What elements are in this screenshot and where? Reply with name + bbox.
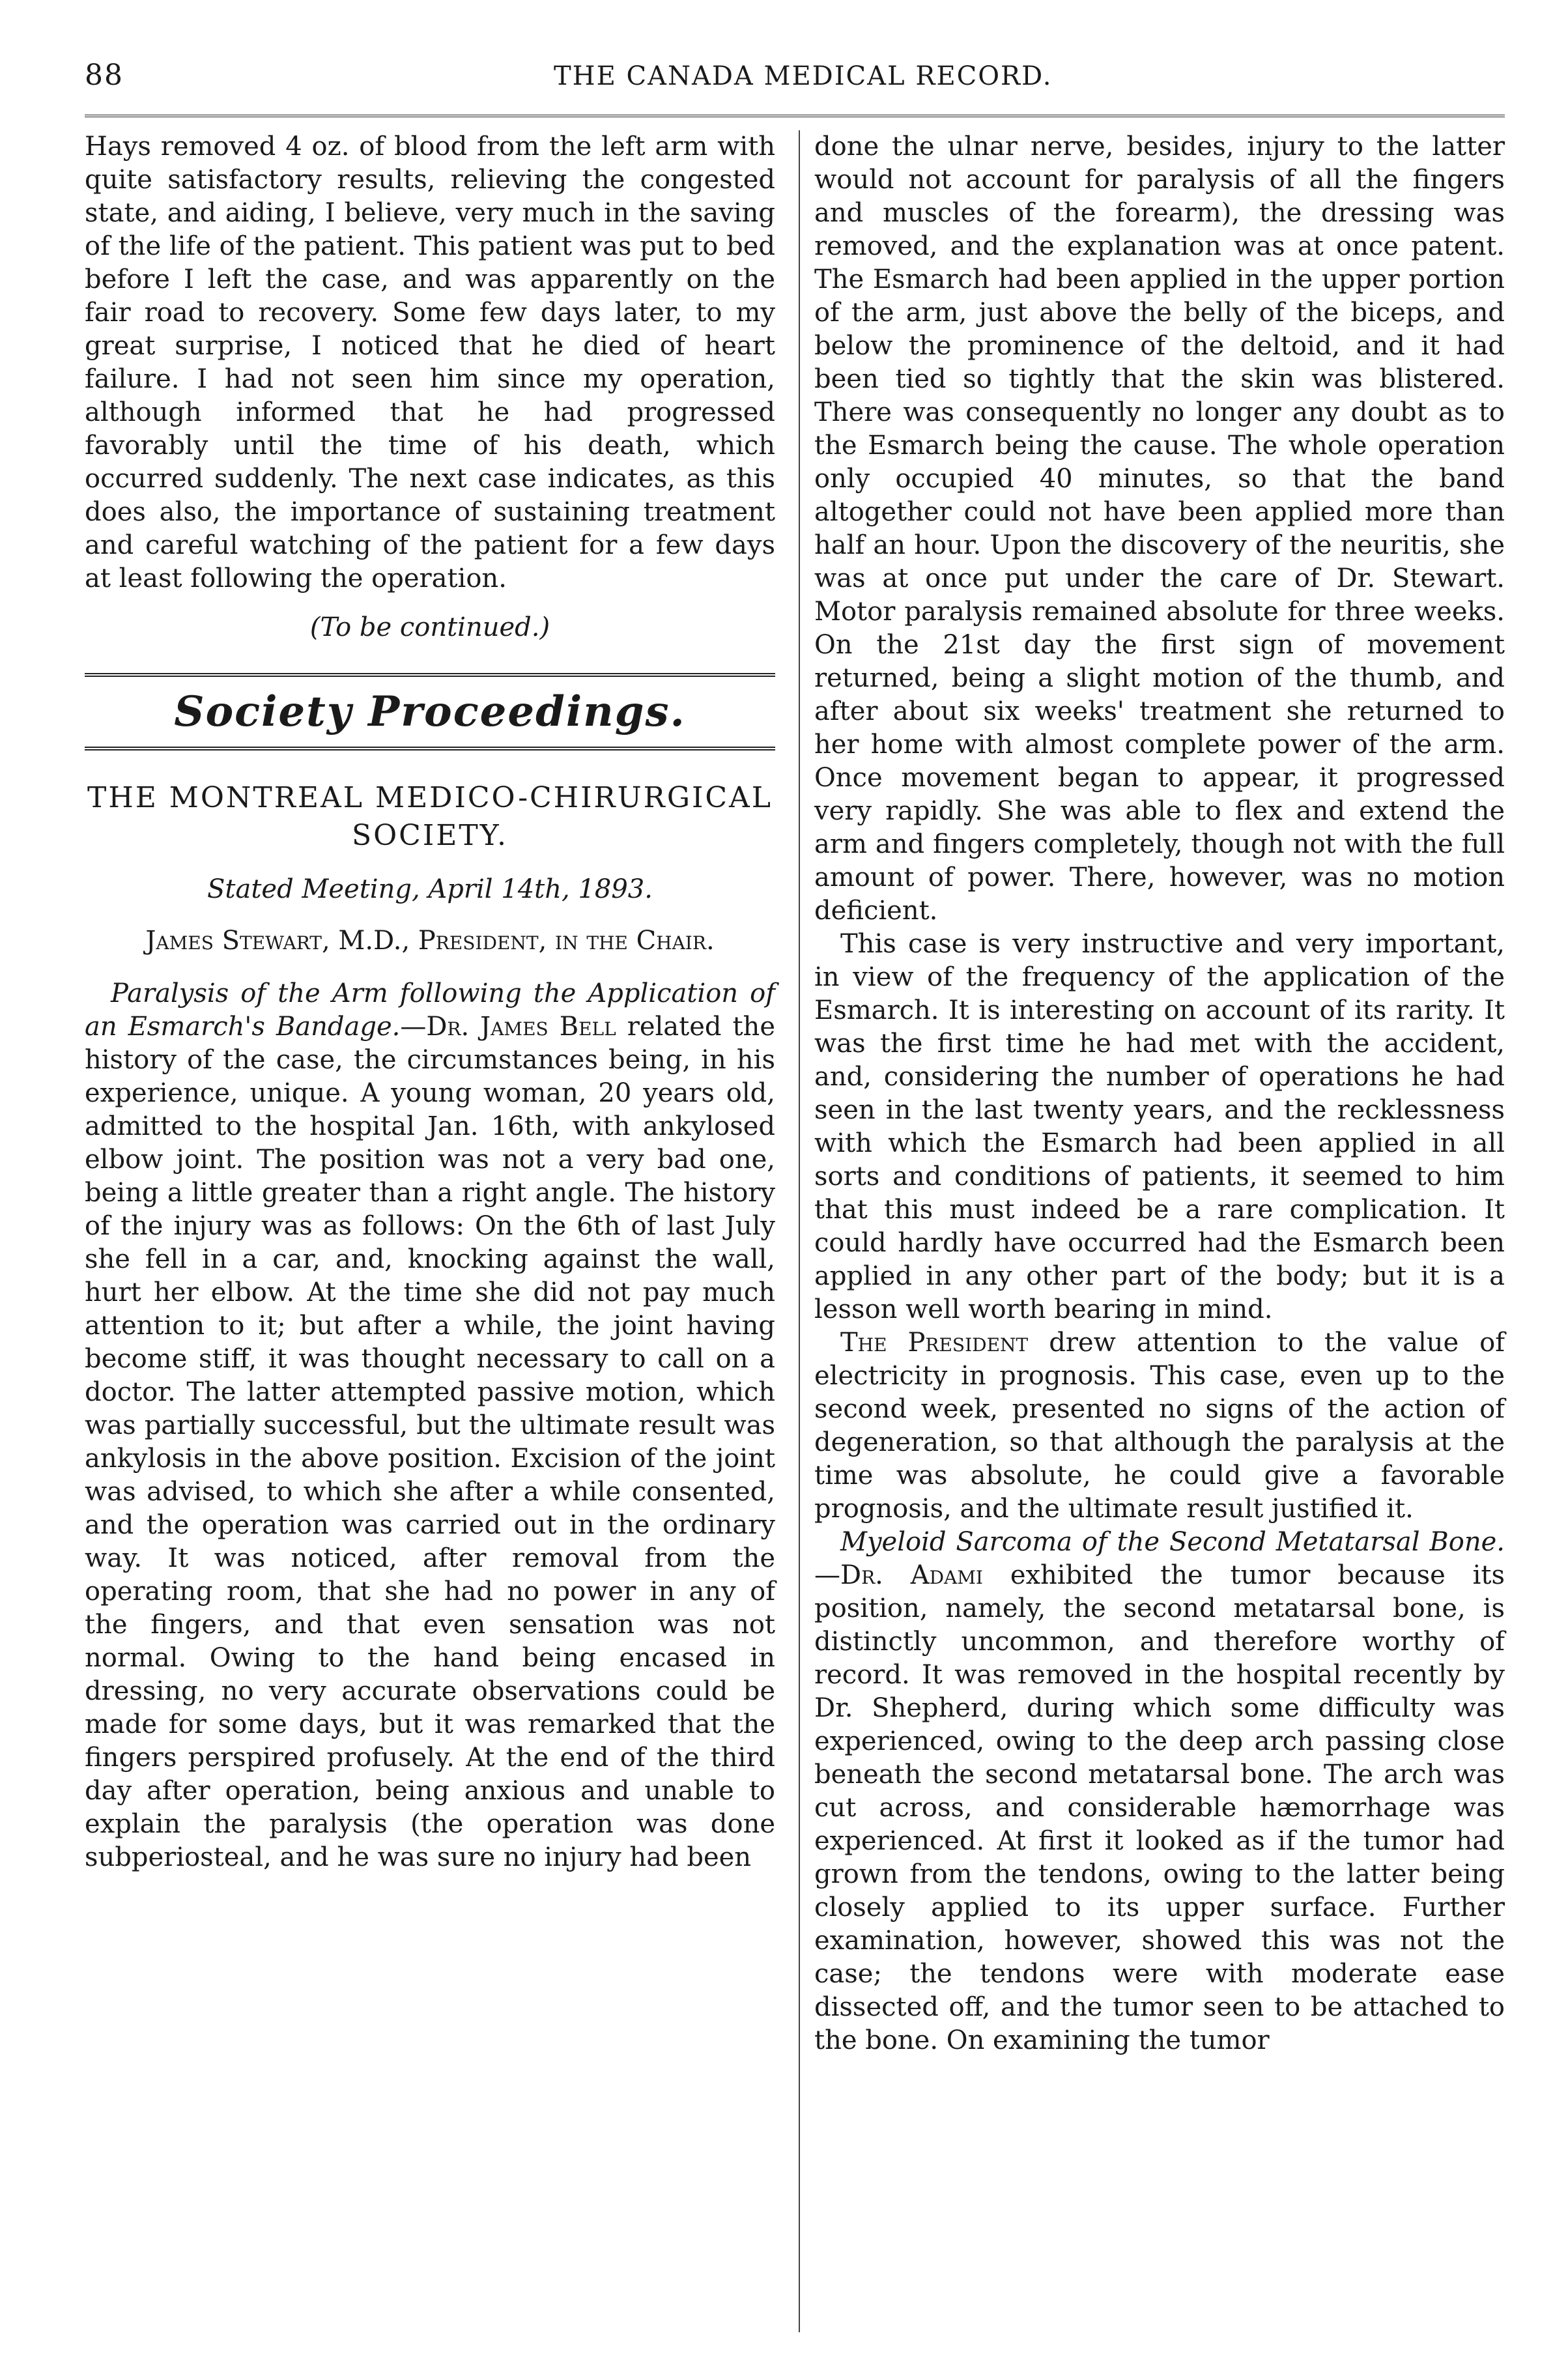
paragraph <box>814 1326 1505 1526</box>
page-header <box>85 59 1505 98</box>
section-rule <box>85 747 775 750</box>
chair-line: James Stewart, M.D., President, in the Chair. <box>145 926 715 956</box>
case-title: Paralysis of the Arm following the Application of an Esmarch's Bandage. <box>85 979 775 1042</box>
paragraph-text: drew attention to the value of electricity in prognosis. This case, even up to the second week, presented no signs of the action of degeneration, so that although the paralysis at the time was absolute, he could give a favorable prognosis, and the ultimate result justified it. <box>814 1328 1505 1524</box>
case-text: exhibited the tumor because its position, namely, the second metatarsal bone, is distinctly uncommon, and therefore worthy of record. It was removed in the hospital recently by Dr. Shepherd, during which some difficulty was experienced, owing to the deep arch passing close beneath the second metatarsal bone. The arch was cut across, and considerable hæmorrhage was experienced. At first it looked as if the tumor had grown from the tendons, owing to the latter being closely applied to its upper surface. Further examination, however, showed this was not the case; the tendons were with moderate ease dissected off, and the tumor seen to be attached to the bone. On examining the tumor <box>814 1560 1505 2055</box>
column-divider <box>799 130 800 2332</box>
page-number: 88 <box>85 59 124 92</box>
society-name: THE MONTREAL MEDICO-CHIRURGICAL SOCIETY. <box>87 781 773 852</box>
right-column <box>814 130 1505 2057</box>
case-paragraph <box>85 977 775 1874</box>
paragraph: This case is very instructive and very important, in view of the frequency of the application of the Esmarch. It is interesting on account of its rarity. It was the first time he had met with the accident, and, considering the number of operations he had seen in the last twenty years, and the recklessness with which the Esmarch had been applied in all sorts and conditions of patients, it seemed to him that this must indeed be a rare complication. It could hardly have occurred had the Esmarch been applied in any other part of the body; but it is a lesson well worth bearing in mind. <box>814 929 1505 1324</box>
journal-title: THE CANADA MEDICAL RECORD. <box>554 61 1053 91</box>
section-rule <box>85 673 775 677</box>
continued-note: (To be continued.) <box>309 612 550 642</box>
case-title: Myeloid Sarcoma of the Second Metatarsal Bone. <box>840 1527 1505 1557</box>
header-rule <box>85 115 1505 117</box>
case-author: —Dr. Adami <box>814 1560 983 1590</box>
left-column <box>85 130 775 1874</box>
section-heading: Society Proceedings. <box>174 687 686 736</box>
case-author: —Dr. James Bell <box>400 1012 616 1042</box>
case-text: related the history of the case, the circumstances being, in his experience, unique. A young woman, 20 years old, admitted to the hospital Jan. 16th, with ankylosed elbow joint. The position was not a very bad one, being a little greater than a right angle. The history of the injury was as follows: On the 6th of last July she fell in a car, and, knocking against the wall, hurt her elbow. At the time she did not pay much attention to it; but after a while, the joint having become stiff, it was thought necessary to call on a doctor. The latter attempted passive motion, which was partially successful, but the ultimate result was ankylosis in the above position. Excision of the joint was advised, to which she after a while consented, and the operation was carried out in the ordinary way. It was noticed, after removal from the operating room, that she had no power in any of the fingers, and that even sensation was not normal. Owing to the hand being encased in dressing, no very accurate observations could be made for some days, but it was remarked that the fingers perspired profusely. At the end of the third day after operation, being anxious and unable to explain the paralysis (the operation was done subperiosteal, and he was sure no injury had been <box>85 1012 775 1872</box>
meeting-line: Stated Meeting, April 14th, 1893. <box>207 874 653 904</box>
case-paragraph <box>814 1526 1505 2057</box>
president-label: The President <box>840 1328 1029 1358</box>
paragraph: Hays removed 4 oz. of blood from the left arm with quite satisfactory results, relieving the congested state, and aiding, I believe, very much in the saving of the life of the patient. This patient was put to bed before I left the case, and was apparently on the fair road to recovery. Some few days later, to my great surprise, I noticed that he died of heart failure. I had not seen him since my operation, although informed that he had progressed favorably until the time of his death, which occurred suddenly. The next case indicates, as this does also, the importance of sustaining treatment and careful watching of the patient for a few days at least following the operation. <box>85 132 775 593</box>
paragraph: done the ulnar nerve, besides, injury to the latter would not account for paralysis of all the fingers and muscles of the forearm), the dressing was removed, and the explanation was at once patent. The Esmarch had been applied in the upper portion of the arm, just above the belly of the biceps, and below the prominence of the deltoid, and it had been tied so tightly that the skin was blistered. There was consequently no longer any doubt as to the Esmarch being the cause. The whole operation only occupied 40 minutes, so that the band altogether could not have been applied more than half an hour. Upon the discovery of the neuritis, she was at once put under the care of Dr. Stewart. Motor paralysis remained absolute for three weeks. On the 21st day the first sign of movement returned, being a slight motion of the thumb, and after about six weeks' treatment she returned to her home with almost complete power of the arm. Once movement began to appear, it progressed very rapidly. She was able to flex and extend the arm and fingers completely, though not with the full amount of power. There, however, was no motion deficient. <box>814 132 1505 926</box>
